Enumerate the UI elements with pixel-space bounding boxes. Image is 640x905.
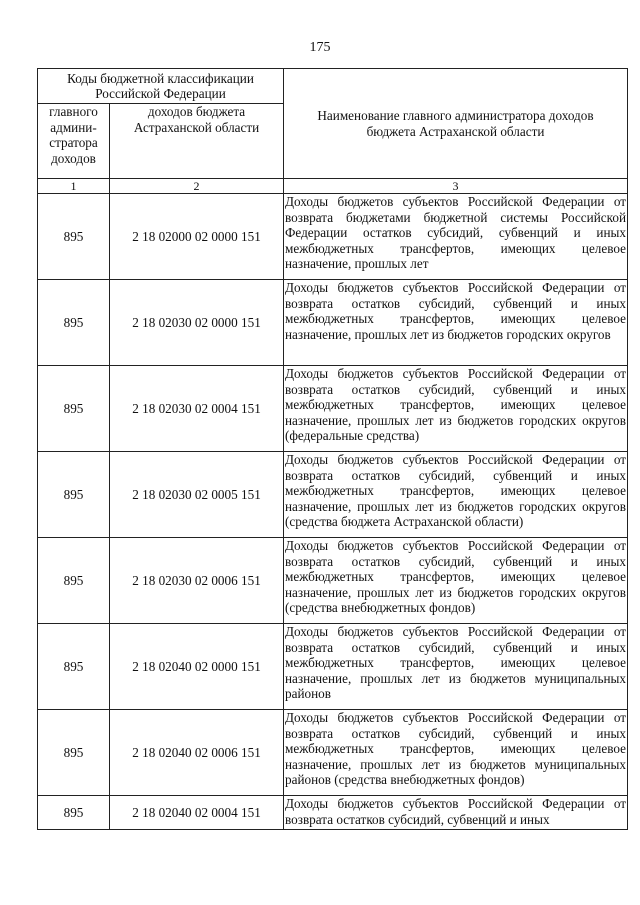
column-number-3: 3	[284, 179, 628, 194]
header-administrator-name: Наименование главного администратора доходов бюджета Астраханской области	[284, 69, 628, 179]
admin-code-cell: 895	[38, 710, 110, 796]
revenue-code-cell: 2 18 02030 02 0006 151	[110, 538, 284, 624]
revenue-name-cell: Доходы бюджетов субъектов Российской Федерации от возврата бюджетами бюджетной системы Российской Федерации остатков субсидий, субвенций и иных межбюджетных трансфертов, имеющих целевое назначение, прошлых лет	[284, 194, 628, 280]
table-row	[38, 710, 628, 796]
table-row	[38, 280, 628, 366]
revenue-code-cell: 2 18 02030 02 0005 151	[110, 452, 284, 538]
revenue-name-cell: Доходы бюджетов субъектов Российской Федерации от возврата остатков субсидий, субвенций и иных межбюджетных трансфертов, имеющих целевое назначение, прошлых лет из бюджетов городских округов	[284, 280, 628, 366]
header-budget-codes-group: Коды бюджетной классификации Российской Федерации	[38, 69, 284, 104]
table-row	[38, 538, 628, 624]
revenue-code-cell: 2 18 02040 02 0000 151	[110, 624, 284, 710]
revenue-code-cell: 2 18 02040 02 0006 151	[110, 710, 284, 796]
revenue-name-cell: Доходы бюджетов субъектов Российской Федерации от возврата остатков субсидий, субвенций и иных	[284, 796, 628, 830]
admin-code-cell: 895	[38, 538, 110, 624]
table-row	[38, 796, 628, 830]
table-row	[38, 366, 628, 452]
admin-code-cell: 895	[38, 624, 110, 710]
revenue-name-cell: Доходы бюджетов субъектов Российской Федерации от возврата остатков субсидий, субвенций и иных межбюджетных трансфертов, имеющих целевое назначение, прошлых лет из бюджетов муниципальных районов	[284, 624, 628, 710]
admin-code-cell: 895	[38, 366, 110, 452]
revenue-name-cell: Доходы бюджетов субъектов Российской Федерации от возврата остатков субсидий, субвенций и иных межбюджетных трансфертов, имеющих целевое назначение, прошлых лет из бюджетов городских округов (средства внебюджетных фондов)	[284, 538, 628, 624]
table-row	[38, 624, 628, 710]
admin-code-cell: 895	[38, 452, 110, 538]
header-main-administrator-code: главного админи-стратора доходов	[38, 104, 110, 179]
admin-code-cell: 895	[38, 280, 110, 366]
column-number-1: 1	[38, 179, 110, 194]
revenue-code-cell: 2 18 02040 02 0004 151	[110, 796, 284, 830]
table-row	[38, 452, 628, 538]
header-revenue-code: доходов бюджета Астраханской области	[110, 104, 284, 179]
revenue-name-cell: Доходы бюджетов субъектов Российской Федерации от возврата остатков субсидий, субвенций и иных межбюджетных трансфертов, имеющих целевое назначение, прошлых лет из бюджетов муниципальных районов (средства внебюджетных фондов)	[284, 710, 628, 796]
revenue-code-cell: 2 18 02030 02 0004 151	[110, 366, 284, 452]
column-number-2: 2	[110, 179, 284, 194]
admin-code-cell: 895	[38, 796, 110, 830]
table-row	[38, 194, 628, 280]
budget-classification-table	[37, 68, 628, 830]
revenue-name-cell: Доходы бюджетов субъектов Российской Федерации от возврата остатков субсидий, субвенций и иных межбюджетных трансфертов, имеющих целевое назначение, прошлых лет из бюджетов городских округов (федеральные средства)	[284, 366, 628, 452]
revenue-code-cell: 2 18 02030 02 0000 151	[110, 280, 284, 366]
admin-code-cell: 895	[38, 194, 110, 280]
revenue-name-cell: Доходы бюджетов субъектов Российской Федерации от возврата остатков субсидий, субвенций и иных межбюджетных трансфертов, имеющих целевое назначение, прошлых лет из бюджетов городских округов (средства бюджета Астраханской области)	[284, 452, 628, 538]
page-number: 175	[309, 40, 331, 55]
revenue-code-cell: 2 18 02000 02 0000 151	[110, 194, 284, 280]
